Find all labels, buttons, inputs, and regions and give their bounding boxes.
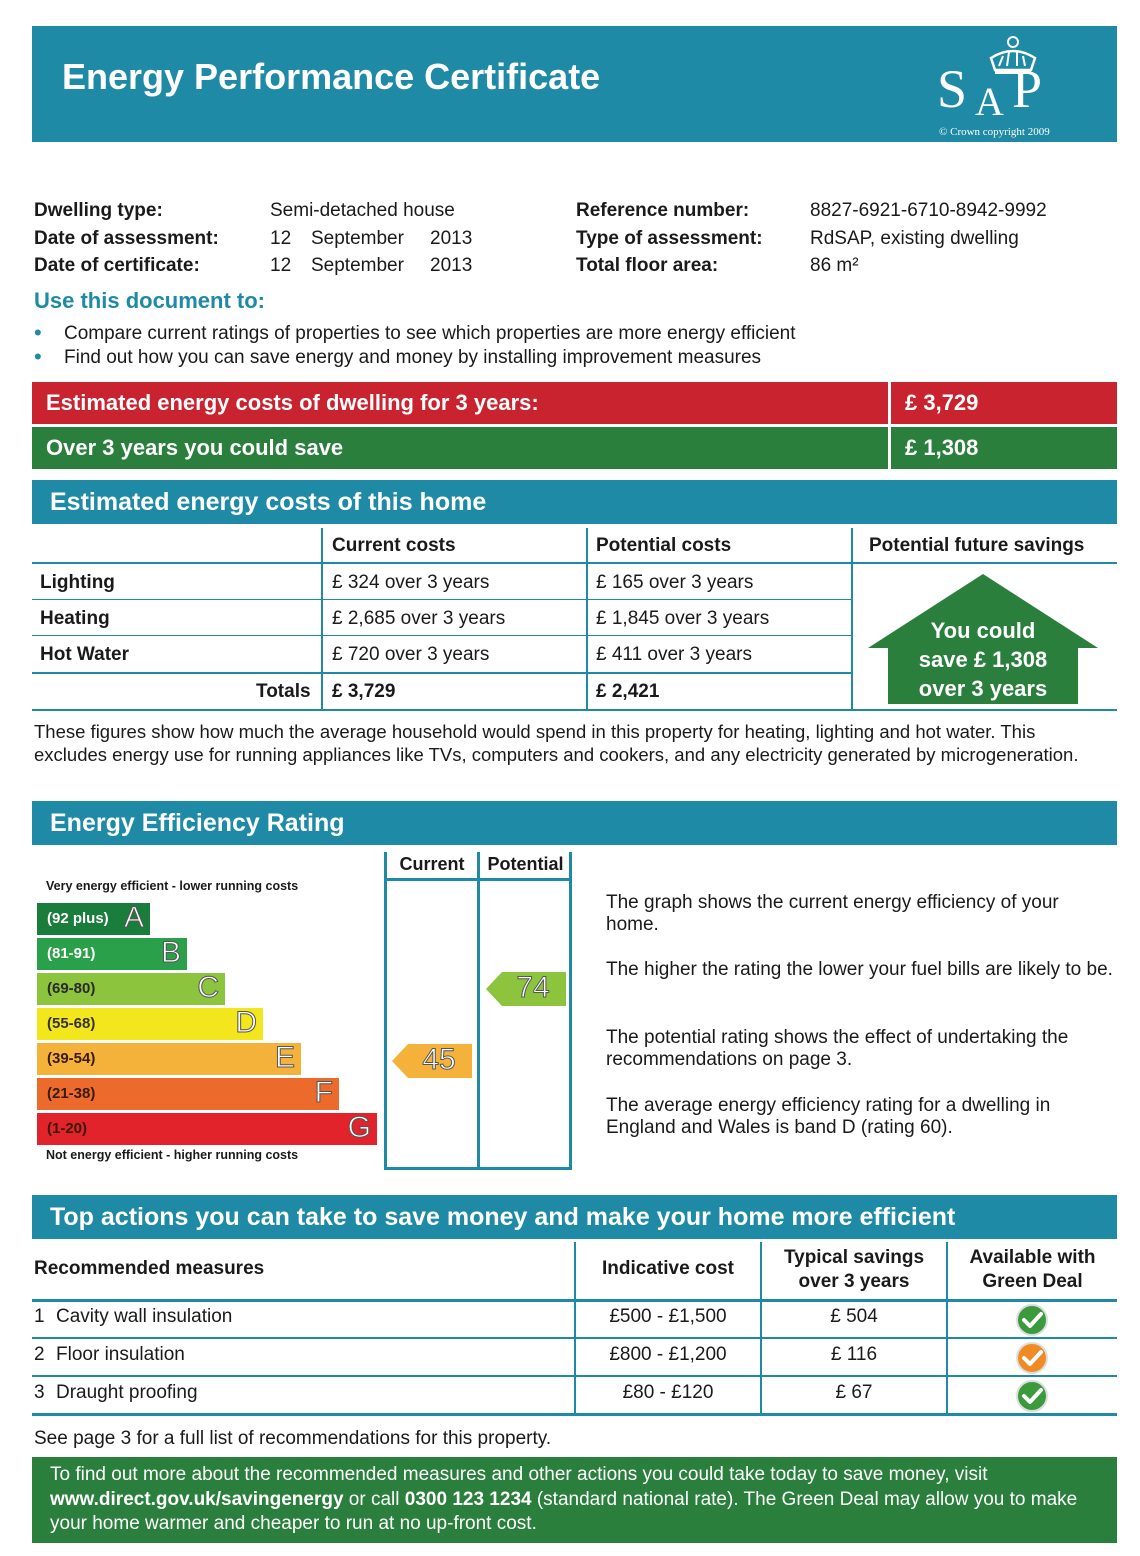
savings-line-2: save £ 1,308 (918, 647, 1048, 672)
costs-note: These figures show how much the average household would spend in this property for heating, lighting and hot water. This excludes energy use for running appliances like TVs, computers and cookers, and any electricity generated by microgeneration. (34, 721, 1079, 765)
potential-costs-header: Potential costs (596, 535, 732, 556)
rating-explain-3: The potential rating shows the effect of undertaking the recommendations on page 3. (606, 1027, 1069, 1070)
very-efficient-label: Very energy efficient - lower running costs (46, 879, 299, 893)
sap-logo (935, 36, 1085, 136)
totals-label: Totals (256, 681, 311, 702)
date-assessment-year: 2013 (430, 228, 473, 249)
costs-section-title: Estimated energy costs of this home (32, 480, 1117, 524)
savings-line-1: You could (930, 618, 1036, 643)
date-assessment-label: Date of assessment: (34, 228, 219, 249)
rating-band-letter: F (314, 1076, 333, 1109)
savings-line-3: over 3 years (918, 676, 1048, 701)
rating-band-g (37, 1113, 377, 1145)
rating-band-a (37, 903, 150, 935)
floor-area-label: Total floor area: (576, 255, 719, 276)
rating-band-range: (69-80) (47, 980, 96, 997)
divider (32, 1375, 1117, 1377)
rating-section-title: Energy Efficiency Rating (32, 801, 1117, 845)
measure-cost: £500 - £1,500 (609, 1306, 727, 1327)
rating-explain-1: The graph shows the current energy efficiency of your home. (606, 892, 1059, 935)
measure-name: Draught proofing (56, 1382, 198, 1403)
date-certificate-label: Date of certificate: (34, 255, 200, 276)
divider (32, 1299, 1117, 1302)
could-save-bar (32, 427, 1117, 469)
current-rating-value: 45 (422, 1043, 456, 1076)
green-check-icon (1015, 1303, 1049, 1337)
measure-number: 2 (34, 1344, 45, 1365)
type-assessment-value: RdSAP, existing dwelling (810, 228, 1019, 249)
current-column-header: Current (399, 854, 465, 874)
divider (851, 528, 853, 710)
heating-potential: £ 1,845 over 3 years (596, 608, 770, 629)
divider (321, 528, 323, 710)
hotwater-current: £ 720 over 3 years (332, 644, 490, 665)
not-efficient-label: Not energy efficient - higher running costs (46, 1148, 299, 1162)
rating-band-c (37, 973, 225, 1005)
measures-header: Recommended measures (34, 1258, 265, 1279)
estimated-cost-value: £ 3,729 (888, 382, 978, 424)
divider (32, 1413, 1117, 1416)
potential-column-header: Potential (487, 854, 564, 874)
savings-header-line-2: over 3 years (798, 1271, 910, 1292)
savings-header (762, 1246, 946, 1294)
measure-number: 3 (34, 1382, 45, 1403)
date-assessment-month: September (311, 228, 404, 249)
green-deal-header-line-1: Available with (969, 1247, 1096, 1268)
see-page-note: See page 3 for a full list of recommendations for this property. (34, 1428, 552, 1449)
use-bullet-1 (34, 320, 796, 345)
estimated-cost-label: Estimated energy costs of dwelling for 3 years: (46, 390, 539, 415)
measure-cost: £80 - £120 (622, 1382, 714, 1403)
could-save-label: Over 3 years you could save (46, 435, 344, 460)
divider (32, 672, 852, 674)
rating-band-letter: B (160, 936, 181, 969)
rating-band-range: (55-68) (47, 1015, 96, 1032)
sap-logo-letters: S A P (937, 59, 1044, 124)
copyright: © Crown copyright 2009 (939, 126, 1050, 138)
footer-text-2: or call (343, 1488, 405, 1510)
totals-current: £ 3,729 (332, 681, 396, 702)
lighting-potential: £ 165 over 3 years (596, 572, 754, 593)
totals-potential: £ 2,421 (596, 681, 660, 702)
rating-band-letter: G (347, 1111, 371, 1144)
use-bullet-2 (34, 344, 762, 369)
rating-explain-4: The average energy efficiency rating for a dwelling in England and Wales is band D (rating 60). (606, 1095, 1051, 1138)
rating-explain-2: The higher the rating the lower your fuel bills are likely to be. (606, 959, 1113, 980)
measure-saving: £ 116 (830, 1344, 878, 1365)
heating-label: Heating (40, 608, 110, 629)
footer-url-link[interactable]: www.direct.gov.uk/savingenergy (50, 1488, 344, 1510)
date-assessment-day: 12 (270, 228, 292, 249)
divider (32, 599, 852, 600)
orange-check-icon (1015, 1341, 1049, 1375)
use-bullet-1-text: Compare current ratings of properties to see which properties are more energy efficient (64, 323, 796, 344)
floor-area-value: 86 m² (810, 255, 859, 276)
rating-band-letter: D (235, 1006, 257, 1039)
divider (32, 1337, 1117, 1339)
cost-header: Indicative cost (602, 1258, 734, 1279)
footer-text-3: (standard national rate). The Green Deal may allow you to make your home warmer and cheaper to run at no up-front cost. (50, 1488, 1078, 1534)
divider (32, 635, 852, 636)
savings-header-line-1: Typical savings (783, 1247, 925, 1268)
rating-band-letter: E (274, 1041, 295, 1074)
reference-label: Reference number: (576, 200, 750, 221)
potential-rating-value: 74 (516, 971, 550, 1004)
divider (32, 562, 1117, 564)
hotwater-potential: £ 411 over 3 years (596, 644, 752, 665)
rating-band-b (37, 938, 187, 970)
divider (586, 528, 588, 710)
rating-band-range: (92 plus) (47, 910, 109, 927)
rating-band-range: (81-91) (47, 945, 96, 962)
footer-info (32, 1457, 1117, 1543)
could-save-value: £ 1,308 (888, 427, 978, 469)
heating-current: £ 2,685 over 3 years (332, 608, 506, 629)
header-banner (32, 26, 1117, 142)
rating-band-letter: A (123, 901, 144, 934)
footer-text-1: To find out more about the recommended measures and other actions you could take today to save money, visit (50, 1464, 988, 1485)
current-costs-header: Current costs (332, 535, 456, 556)
green-deal-header-line-2: Green Deal (982, 1271, 1083, 1292)
future-savings-header: Potential future savings (869, 535, 1085, 556)
hotwater-label: Hot Water (40, 644, 130, 665)
rating-band-e (37, 1043, 301, 1075)
rating-band-d (37, 1008, 263, 1040)
date-certificate-day: 12 (270, 255, 292, 276)
footer-phone: 0300 123 1234 (404, 1488, 532, 1510)
divider (384, 878, 572, 881)
rating-band-range: (39-54) (47, 1050, 96, 1067)
dwelling-type-value: Semi-detached house (270, 200, 455, 221)
page-title: Energy Performance Certificate (62, 56, 601, 97)
date-certificate-year: 2013 (430, 255, 473, 276)
bullet-icon: • (34, 344, 42, 369)
estimated-cost-bar (32, 382, 1117, 424)
divider (477, 852, 480, 1170)
rating-band-range: (1-20) (47, 1120, 88, 1137)
lighting-current: £ 324 over 3 years (332, 572, 490, 593)
lighting-label: Lighting (40, 572, 115, 593)
measure-saving: £ 67 (835, 1382, 873, 1403)
measure-number: 1 (34, 1306, 45, 1327)
green-check-icon (1015, 1379, 1049, 1413)
dwelling-type-label: Dwelling type: (34, 200, 163, 221)
measure-name: Cavity wall insulation (56, 1306, 233, 1327)
rating-band-f (37, 1078, 339, 1110)
use-bullet-2-text: Find out how you can save energy and money by installing improvement measures (64, 347, 762, 368)
reference-value: 8827-6921-6710-8942-9992 (810, 200, 1047, 221)
divider (32, 709, 1117, 711)
date-certificate-month: September (311, 255, 404, 276)
savings-house-text (866, 616, 1100, 703)
use-title: Use this document to: (34, 288, 266, 313)
green-deal-header (948, 1246, 1117, 1294)
bullet-icon: • (34, 320, 42, 345)
measure-name: Floor insulation (56, 1344, 185, 1365)
type-assessment-label: Type of assessment: (576, 228, 763, 249)
measure-saving: £ 504 (830, 1306, 878, 1327)
rating-band-letter: C (197, 971, 219, 1004)
measure-cost: £800 - £1,200 (609, 1344, 727, 1365)
actions-section-title: Top actions you can take to save money and make your home more efficient (32, 1195, 1117, 1239)
rating-band-range: (21-38) (47, 1085, 96, 1102)
